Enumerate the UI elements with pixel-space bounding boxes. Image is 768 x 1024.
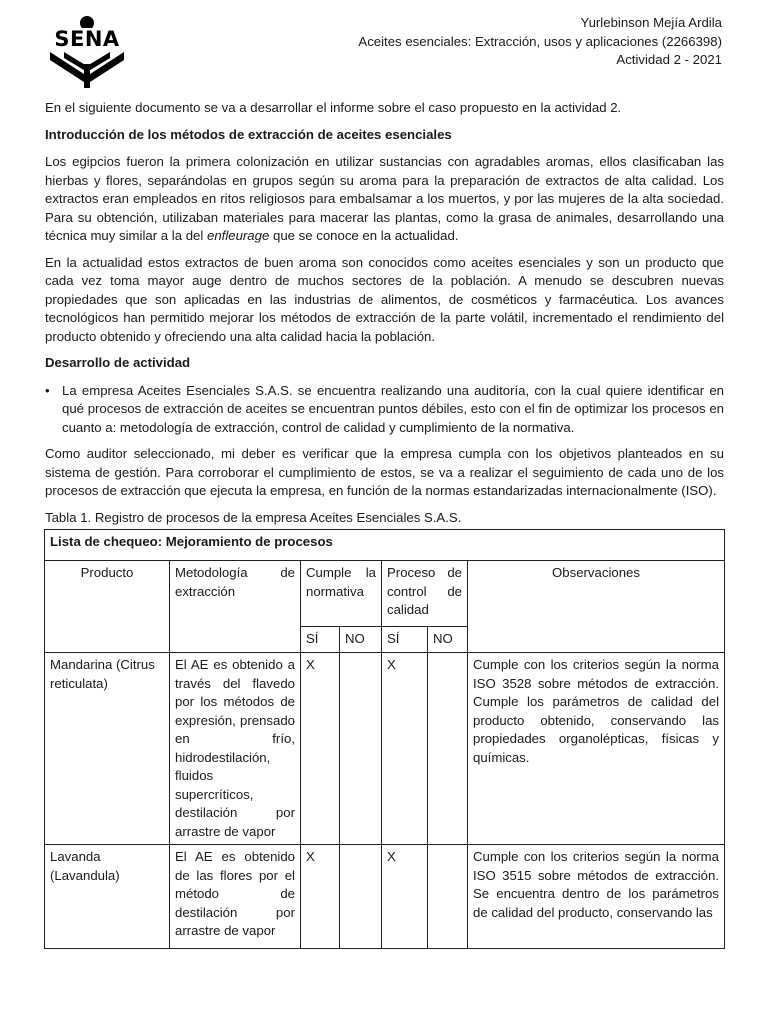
checklist-table bbox=[44, 529, 725, 949]
table-title: Lista de chequeo: Mejoramiento de procesos bbox=[45, 530, 725, 561]
cell-norm-no bbox=[340, 845, 382, 949]
bullet-icon: • bbox=[45, 382, 50, 398]
section-heading-activity: Desarrollo de actividad bbox=[45, 355, 191, 370]
italic-term: enfleurage bbox=[206, 228, 270, 243]
activity-label: Actividad 2 - 2021 bbox=[616, 52, 722, 67]
header-norm: Cumple la normativa bbox=[301, 561, 382, 627]
section-heading-intro: Introducción de los métodos de extracción de aceites esenciales bbox=[45, 126, 452, 142]
cell-norm-yes: X bbox=[301, 845, 340, 949]
cell-quality-no bbox=[428, 653, 468, 845]
paragraph: Como auditor seleccionado, mi deber es verificar que la empresa cumpla con los objetivos planteados en su sistema de gestión. Para corroborar el cumplimiento de estos, se va a realizar el seguimiento de cada uno de los procesos de extracción que ejecuta la empresa, en función de la normas estandarizadas internacionalmente (ISO). bbox=[45, 446, 724, 498]
logo-text: SENA bbox=[44, 28, 130, 50]
cell-quality-no bbox=[428, 845, 468, 949]
header-method: Metodología de extracción bbox=[170, 561, 301, 653]
cell-observations: Cumple con los criterios según la norma ISO 3528 sobre métodos de extracción. Cumple los parámetros de calidad del producto obtenido, conservando las propiedades organolépticas, físicas y químicas. bbox=[468, 653, 725, 845]
author-name: Yurlebinson Mejía Ardila bbox=[580, 15, 722, 30]
cell-product: Mandarina (Citrus reticulata) bbox=[45, 653, 170, 845]
document-header bbox=[358, 14, 722, 70]
bullet-item bbox=[45, 382, 724, 438]
paragraph-text: que se conoce en la actualidad. bbox=[272, 228, 459, 243]
paragraph: En la actualidad estos extractos de buen aroma son conocidos como aceites esenciales y son un producto que cada vez toma mayor auge dentro de muchos sectores de la población. A menudo se descubren nuevas propiedades que son aplicadas en las industrias de alimentos, de cosméticos y farmacéutica. Los avances tecnológicos han permitido mejorar los métodos de extracción de la parte volátil, incrementado el rendimiento del producto obtenido y ofreciendo una alta calidad hacia la población. bbox=[45, 254, 724, 344]
header-product: Producto bbox=[45, 561, 170, 653]
paragraph bbox=[45, 153, 724, 246]
header-observations: Observaciones bbox=[468, 561, 725, 653]
cell-quality-yes: X bbox=[382, 653, 428, 845]
header-quality-no: NO bbox=[428, 627, 468, 653]
cell-method: El AE es obtenido de las flores por el método de destilación por arrastre de vapor bbox=[170, 845, 301, 949]
cell-norm-no bbox=[340, 653, 382, 845]
cell-norm-yes: X bbox=[301, 653, 340, 845]
header-norm-yes: SÍ bbox=[301, 627, 340, 653]
cell-product: Lavanda (Lavandula) bbox=[45, 845, 170, 949]
header-quality: Proceso de control de calidad bbox=[382, 561, 468, 627]
table-row bbox=[45, 653, 725, 845]
sena-logo bbox=[44, 14, 130, 90]
table-caption: Tabla 1. Registro de procesos de la empresa Aceites Esenciales S.A.S. bbox=[45, 509, 462, 525]
intro-paragraph: En el siguiente documento se va a desarrollar el informe sobre el caso propuesto en la actividad 2. bbox=[45, 100, 622, 115]
document-body bbox=[45, 99, 724, 949]
header-quality-yes: SÍ bbox=[382, 627, 428, 653]
cell-quality-yes: X bbox=[382, 845, 428, 949]
cell-observations: Cumple con los criterios según la norma ISO 3515 sobre métodos de extracción. Se encuentra dentro de los parámetros de calidad del producto, conservando las bbox=[468, 845, 725, 949]
header-norm-no: NO bbox=[340, 627, 382, 653]
course-name: Aceites esenciales: Extracción, usos y aplicaciones (2266398) bbox=[358, 33, 722, 49]
table-row bbox=[45, 845, 725, 949]
cell-method: El AE es obtenido a través del flavedo por los métodos de expresión, prensado en frío, hidrodestilación, fluidos supercríticos, destilación por arrastre de vapor bbox=[170, 653, 301, 845]
bullet-text: La empresa Aceites Esenciales S.A.S. se encuentra realizando una auditoría, con la cual quiere identificar en qué procesos de extracción de aceites se encuentran puntos débiles, esto con el fin de optimizar los procesos en cuanto a: metodología de extracción, control de calidad y cumplimiento de la normativa. bbox=[62, 382, 724, 435]
sena-emblem-icon bbox=[44, 14, 130, 90]
paragraph-text: Los egipcios fueron la primera colonización en utilizar sustancias con agradables aromas, ellos clasificaban las hierbas y flores, separándolas en grupos según su aroma para la preparación de extractos de alta calidad. Los extractos eran empleados en ritos religiosos para embalsamar a los muertos, y por las mujeres de la alta sociedad. Para su obtención, utilizaban materiales para macerar las plantas, como la grasa de animales, desarrollando una técnica muy similar a la del bbox=[45, 154, 724, 243]
